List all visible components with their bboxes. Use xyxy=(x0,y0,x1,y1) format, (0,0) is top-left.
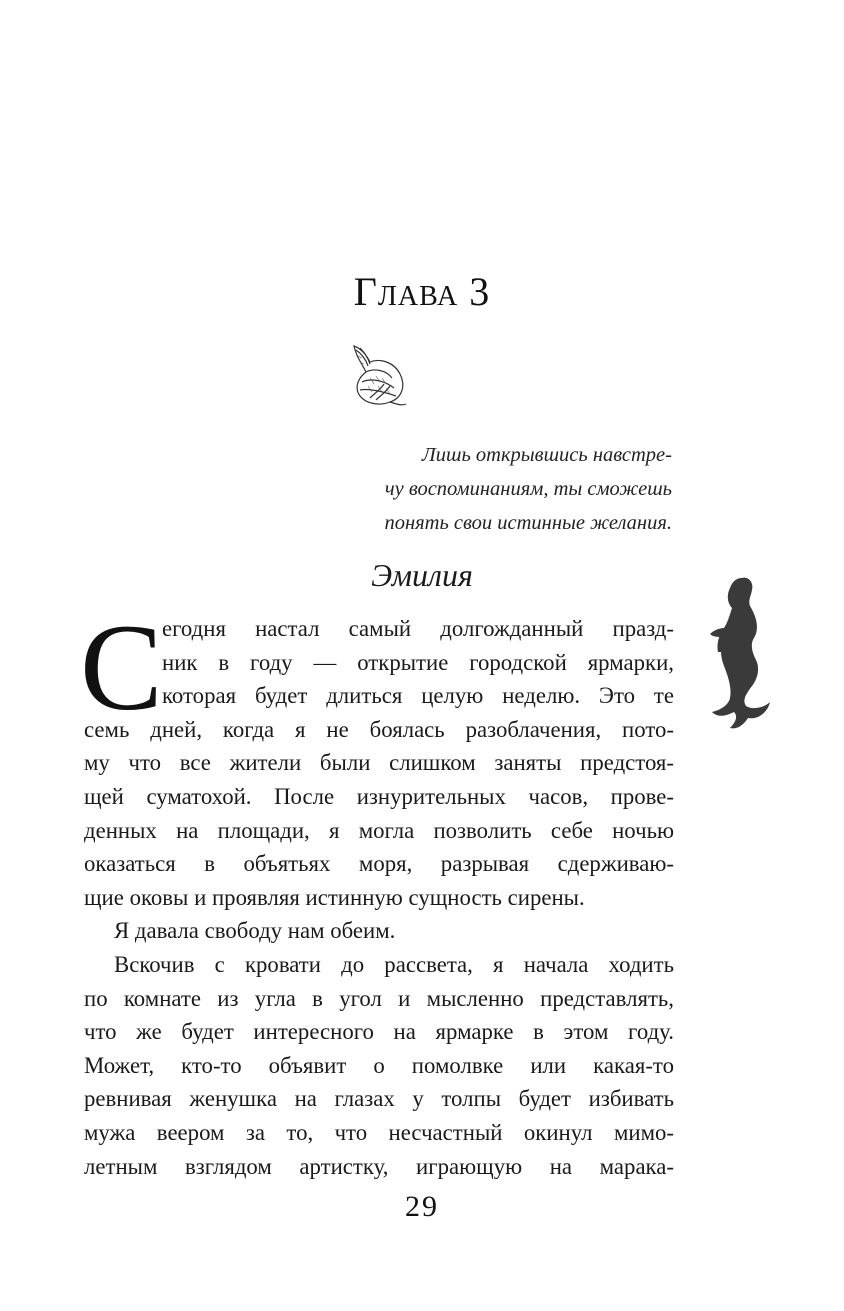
text-line: ник в году — открытие городской ярмарки, xyxy=(162,649,674,675)
text-line: Я давала свободу нам обеим. xyxy=(114,918,396,944)
epigraph-line: Лишь открывшись навстре- xyxy=(421,444,672,466)
text-line: ревнивая женушка на глазах у толпы будет избивать xyxy=(84,1086,674,1112)
page-number: 29 xyxy=(405,1190,439,1223)
section-title: Эмилия xyxy=(371,557,473,593)
body-text xyxy=(80,599,674,1183)
text-line: Может, кто-то объявит о помолвке или какая-то xyxy=(84,1052,674,1078)
text-line: щей суматохой. После изнурительных часов, прове- xyxy=(84,783,674,809)
epigraph-line: понять свои истинные желания. xyxy=(384,512,672,534)
text-line: денных на площади, я могла позволить себе ночью xyxy=(84,817,674,843)
text-line: мужа веером за то, что несчастный окинул мимо- xyxy=(84,1119,674,1145)
text-line: летным взглядом артистку, играющую на марака- xyxy=(84,1153,674,1179)
text-line: которая будет длиться целую неделю. Это те xyxy=(162,683,674,709)
text-line: му что все жители были слишком заняты предстоя- xyxy=(84,750,674,776)
text-line: щие оковы и проявляя истинную сущность сирены. xyxy=(84,884,585,910)
paragraph-2 xyxy=(84,914,674,948)
text-line: семь дней, когда я не боялась разоблачения, пото- xyxy=(84,716,674,742)
chapter-title: Глава 3 xyxy=(353,269,491,314)
seashell-icon xyxy=(340,338,414,412)
text-line: оказаться в объятьях моря, разрывая сдерживаю- xyxy=(84,851,674,877)
text-line: Вскочив с кровати до рассвета, я начала ходить xyxy=(114,951,674,977)
epigraph-line: чу воспоминаниям, ты сможешь xyxy=(384,478,672,500)
epigraph xyxy=(312,438,672,540)
text-line: по комнате из угла в угол и мысленно представлять, xyxy=(84,985,674,1011)
paragraph-3 xyxy=(84,948,674,1183)
paragraph-1 xyxy=(84,713,674,915)
mermaid-silhouette-icon xyxy=(690,572,780,732)
text-line: что же будет интересного на ярмарке в этом году. xyxy=(84,1019,674,1045)
text-line: егодня настал самый долгожданный празд- xyxy=(162,616,674,641)
drop-cap: С xyxy=(80,599,163,736)
